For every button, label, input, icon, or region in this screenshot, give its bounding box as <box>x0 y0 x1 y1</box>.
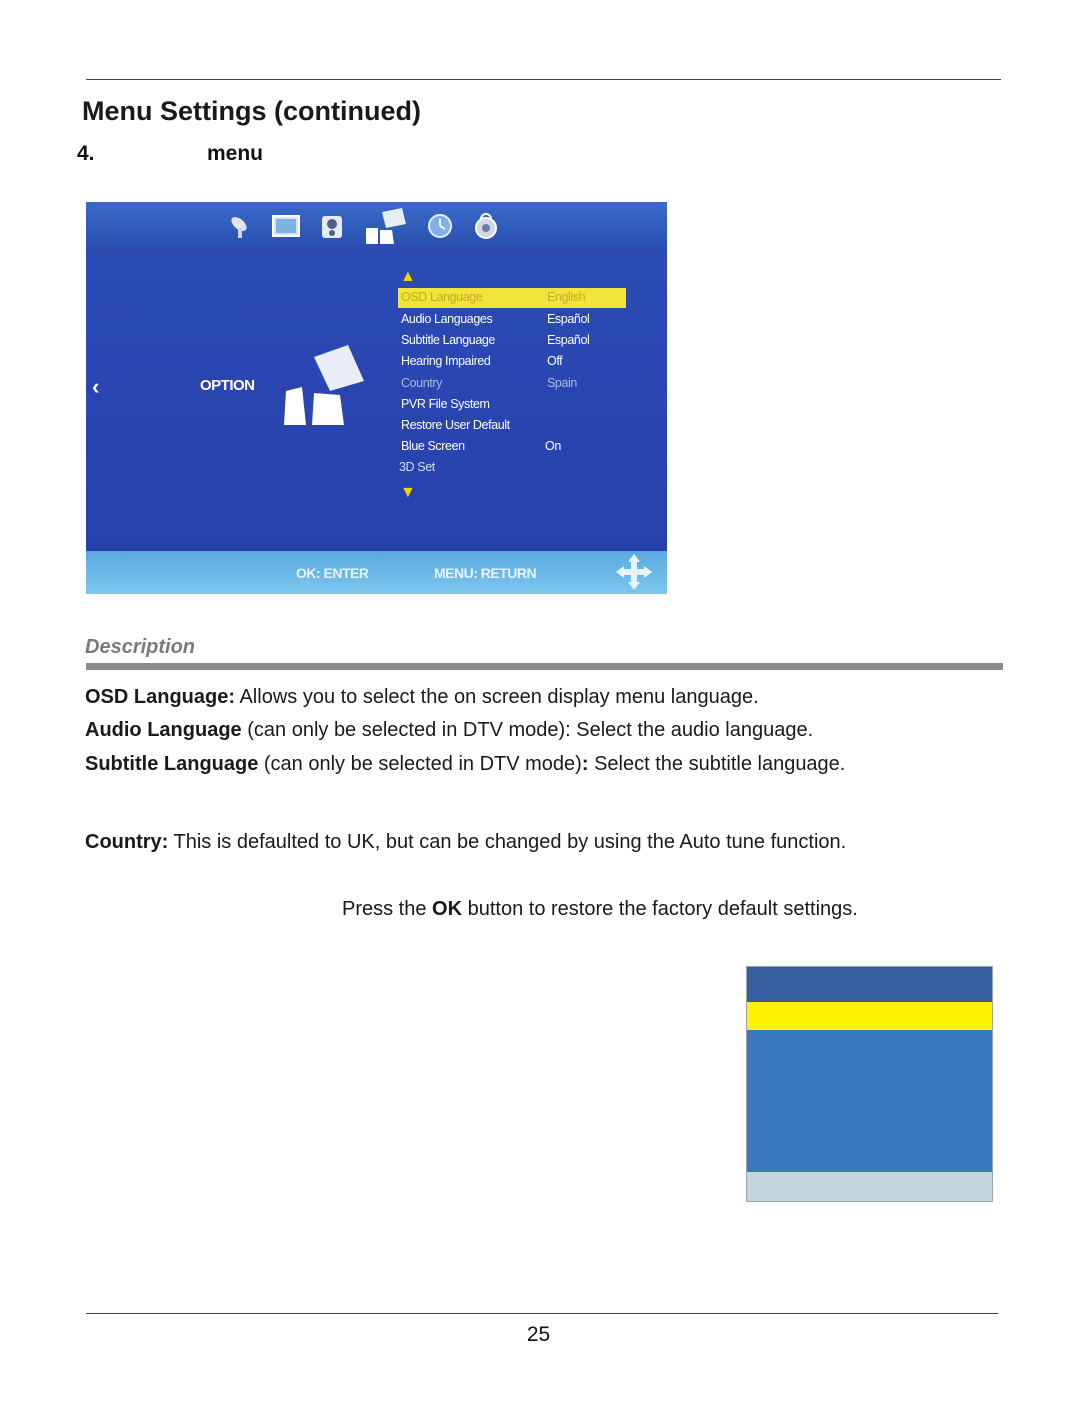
mini-menu-row <box>747 1172 992 1201</box>
tv-menu-item[interactable] <box>401 376 577 390</box>
colon: : <box>581 753 589 775</box>
tv-footer-bar <box>86 551 667 594</box>
tv-menu-item-label: Restore User Default <box>401 418 510 432</box>
description-heading: Description <box>85 636 196 658</box>
chevron-left-icon[interactable]: ‹ <box>92 374 100 399</box>
tv-menu-item-label: 3D Set <box>399 460 435 474</box>
tv-menu-item[interactable] <box>401 354 563 368</box>
osd-language-paragraph <box>85 686 759 709</box>
tv-menu-item-label: Country <box>401 376 442 390</box>
tv-menu-item-label: Audio Languages <box>401 312 493 326</box>
time-icon[interactable] <box>426 212 454 240</box>
tv-menu-item-value: Off <box>547 354 563 368</box>
definition: Allows you to select the on screen display menu language. <box>235 686 759 708</box>
tv-menu-item[interactable] <box>401 333 590 347</box>
tv-top-bar <box>86 202 667 248</box>
ok-key: OK <box>432 898 463 920</box>
top-rule <box>86 79 1001 80</box>
menu-return-hint: MENU: RETURN <box>434 565 537 581</box>
mini-menu-row <box>747 1002 992 1031</box>
mini-menu-row <box>747 1058 992 1087</box>
tv-menu-item-label: Subtitle Language <box>401 333 495 347</box>
tv-menu-item[interactable] <box>401 397 489 411</box>
definition-cont: Select the subtitle language. <box>588 753 846 775</box>
tv-menu-item-value: English <box>547 290 586 304</box>
term: Subtitle Language <box>85 753 259 775</box>
mini-menu-row <box>747 1114 992 1143</box>
scroll-up-icon[interactable]: ▲ <box>400 268 416 285</box>
tv-category-icons <box>226 206 500 246</box>
audio-language-paragraph <box>85 719 813 742</box>
definition: (can only be selected in DTV mode): Select the audio language. <box>241 719 814 741</box>
tv-menu-item[interactable] <box>401 439 561 453</box>
page-title: Menu Settings (continued) <box>82 96 421 126</box>
picture-icon[interactable] <box>272 212 300 240</box>
description-divider <box>86 663 1003 670</box>
section-number: 4. <box>77 142 95 165</box>
bottom-rule <box>86 1313 998 1314</box>
tv-menu-item[interactable] <box>401 290 586 304</box>
term: Audio Language <box>85 719 242 741</box>
tv-menu-item-label: Blue Screen <box>401 439 465 453</box>
mini-menu-row <box>747 967 992 1003</box>
tv-menu-item-value: Español <box>547 312 590 326</box>
tv-menu-item-value: On <box>545 439 561 453</box>
tv-menu-item-value: Spain <box>547 376 577 390</box>
tv-menu-item-value: Español <box>547 333 590 347</box>
definition: This is defaulted to UK, but can be changed by using the Auto tune function. <box>168 831 847 853</box>
satellite-icon[interactable] <box>226 212 254 240</box>
restore-paragraph <box>342 898 858 921</box>
option-icon[interactable] <box>364 212 408 240</box>
mini-menu-row <box>747 1030 992 1059</box>
term: Country: <box>85 831 169 853</box>
sound-icon[interactable] <box>318 212 346 240</box>
tv-menu-item-label: PVR File System <box>401 397 490 411</box>
tv-menu-item[interactable] <box>401 312 590 326</box>
tv-menu-item[interactable] <box>399 460 435 474</box>
lock-icon[interactable] <box>472 212 500 240</box>
tv-section-label: OPTION <box>200 377 255 394</box>
country-paragraph <box>85 831 846 854</box>
navigation-arrows-icon <box>614 552 654 592</box>
scroll-down-icon[interactable]: ▼ <box>400 484 416 501</box>
tv-menu-item[interactable] <box>401 418 510 432</box>
mini-menu-illustration <box>746 966 993 1202</box>
restore-pre: Press the <box>342 898 433 920</box>
term: OSD Language: <box>85 686 236 708</box>
mini-menu-row <box>747 1086 992 1115</box>
section-word: menu <box>207 142 264 165</box>
tv-menu-screenshot <box>86 202 667 594</box>
mini-menu-row <box>747 1142 992 1173</box>
tv-menu-item-label: Hearing Impaired <box>401 354 491 368</box>
page-number: 25 <box>526 1323 551 1346</box>
option-large-icon <box>282 339 370 427</box>
definition: (can only be selected in DTV mode) <box>258 753 582 775</box>
subtitle-language-paragraph <box>85 753 845 776</box>
ok-enter-hint: OK: ENTER <box>296 565 369 581</box>
tv-menu-item-label: OSD Language <box>401 290 483 304</box>
restore-post: button to restore the factory default settings. <box>462 898 858 920</box>
